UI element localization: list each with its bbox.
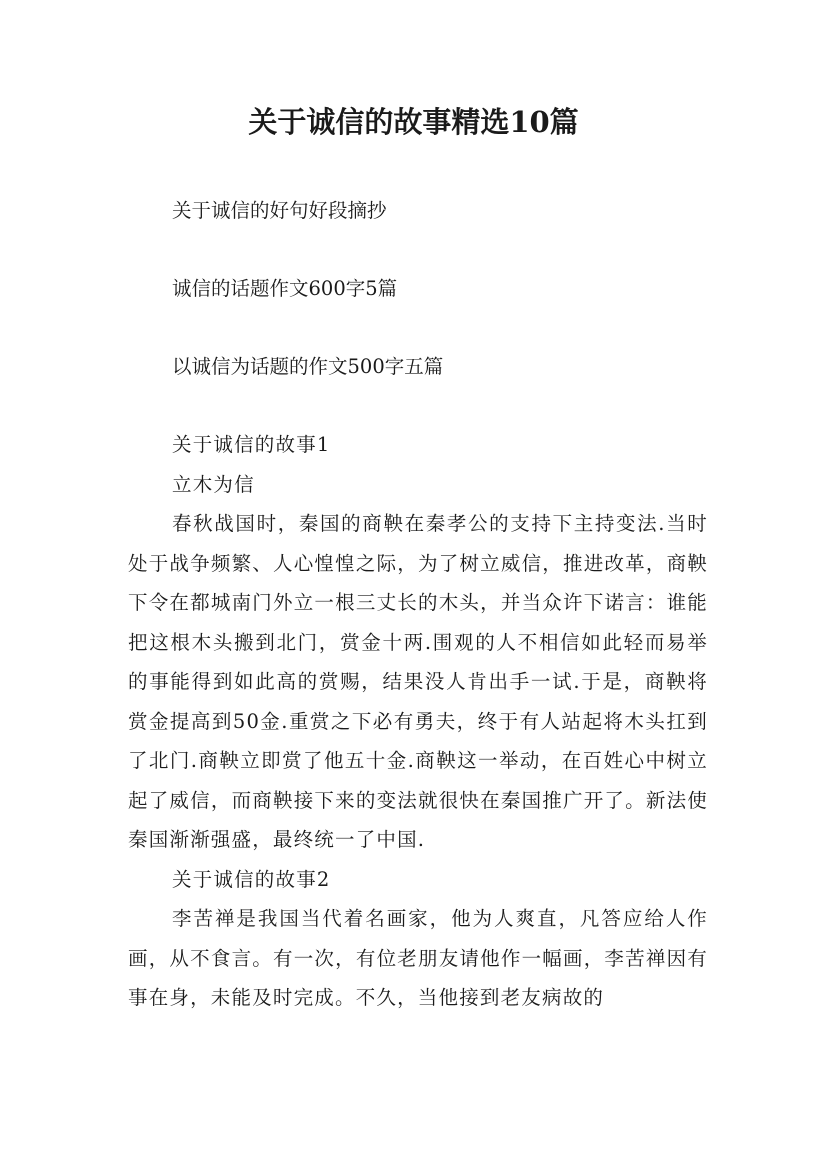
related-link-essay-600[interactable]: 诚信的话题作文600字5篇 bbox=[172, 277, 398, 300]
story2-heading: 关于诚信的故事2 bbox=[172, 867, 331, 891]
document-title: 关于诚信的故事精选10篇 bbox=[248, 105, 579, 139]
story1-paragraph: 春秋战国时，秦国的商鞅在秦孝公的支持下主持变法.当时处于战争频繁、人心惶惶之际，为了树立威信，推进改革，商鞅下令在都城南门外立一根三丈长的木头，并当众许下诺言：谁能把这根木头搬到北门，赏金十两.围观的人不相信如此轻而易举的事能得到如此高的赏赐，结果没人肯出手一试.于是，商鞅将赏金提高到50金.重赏之下必有勇夫，终于有人站起将木头扛到了北门.商鞅立即赏了他五十金.商鞅这一举动，在百姓心中树立起了威信，而商鞅接下来的变法就很快在秦国推广开了。新法使秦国渐渐强盛，最终统一了中国. bbox=[128, 512, 708, 851]
related-link-quotes[interactable]: 关于诚信的好句好段摘抄 bbox=[172, 199, 387, 222]
story1-subtitle: 立木为信 bbox=[172, 472, 255, 496]
document-body bbox=[128, 425, 708, 1018]
story2-paragraph: 李苦禅是我国当代着名画家，他为人爽直，凡答应给人作画，从不食言。有一次，有位老朋友请他作一幅画，李苦禅因有事在身，未能及时完成。不久，当他接到老友病故的 bbox=[128, 907, 708, 1009]
story1-heading: 关于诚信的故事1 bbox=[172, 433, 331, 456]
related-link-essay-500[interactable]: 以诚信为话题的作文500字五篇 bbox=[172, 355, 444, 378]
